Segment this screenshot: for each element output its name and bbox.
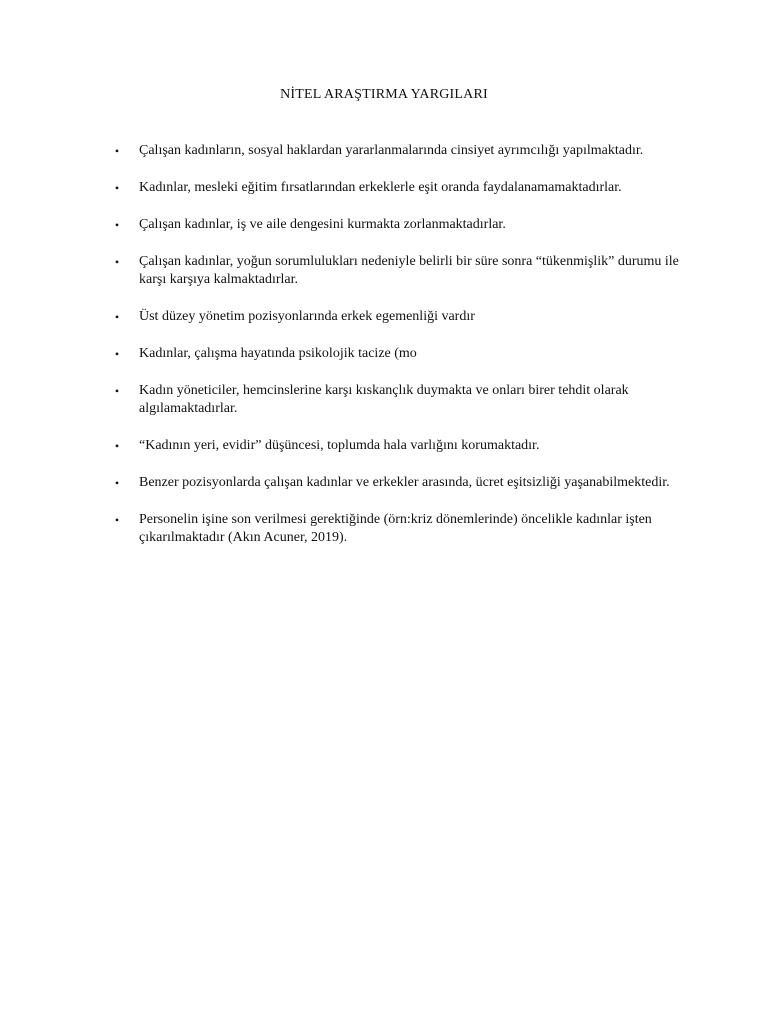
bullet-icon: • xyxy=(114,144,120,158)
list-item-text: Çalışan kadınlar, yoğun sorumlulukları nedeniyle belirli bir süre sonra “tükenmişlik” durumu ile karşı karşıya kalmaktadırlar. xyxy=(139,254,679,287)
bullet-icon: • xyxy=(114,218,120,232)
list-item xyxy=(112,179,687,197)
bullet-icon: • xyxy=(114,181,120,195)
list-item-text: Personelin işine son verilmesi gerektiğinde (örn:kriz dönemlerinde) öncelikle kadınlar işten çıkarılmaktadır (Akın Acuner, 2019). xyxy=(139,512,652,545)
bullet-list xyxy=(112,142,687,566)
bullet-icon: • xyxy=(114,439,120,453)
list-item-text: Kadın yöneticiler, hemcinslerine karşı kıskançlık duymakta ve onları birer tehdit olarak algılamaktadırlar. xyxy=(139,383,629,416)
list-item xyxy=(112,142,687,160)
bullet-icon: • xyxy=(114,310,120,324)
list-item xyxy=(112,382,687,418)
list-item xyxy=(112,511,687,547)
list-item-text: Çalışan kadınlar, iş ve aile dengesini kurmakta zorlanmaktadırlar. xyxy=(139,217,506,232)
list-item xyxy=(112,308,687,326)
list-item-text: “Kadının yeri, evidir” düşüncesi, toplumda hala varlığını korumaktadır. xyxy=(139,438,540,453)
bullet-icon: • xyxy=(114,476,120,490)
list-item-text: Benzer pozisyonlarda çalışan kadınlar ve erkekler arasında, ücret eşitsizliği yaşanabilmektedir. xyxy=(139,475,670,490)
bullet-icon: • xyxy=(114,255,120,269)
list-item-text: Kadınlar, mesleki eğitim fırsatlarından erkeklerle eşit oranda faydalanamamaktadırlar. xyxy=(139,180,622,195)
bullet-icon: • xyxy=(114,384,120,398)
list-item-text: Çalışan kadınların, sosyal haklardan yararlanmalarında cinsiyet ayrımcılığı yapılmaktadır. xyxy=(139,143,644,158)
list-item xyxy=(112,253,687,289)
document-title: NİTEL ARAŞTIRMA YARGILARI xyxy=(280,87,488,102)
list-item xyxy=(112,345,687,363)
list-item xyxy=(112,216,687,234)
list-item xyxy=(112,437,687,455)
bullet-icon: • xyxy=(114,513,120,527)
list-item-text: Üst düzey yönetim pozisyonlarında erkek egemenliği vardır xyxy=(139,309,475,324)
list-item xyxy=(112,474,687,492)
list-item-text: Kadınlar, çalışma hayatında psikolojik tacize (mo xyxy=(139,346,417,361)
bullet-icon: • xyxy=(114,347,120,361)
